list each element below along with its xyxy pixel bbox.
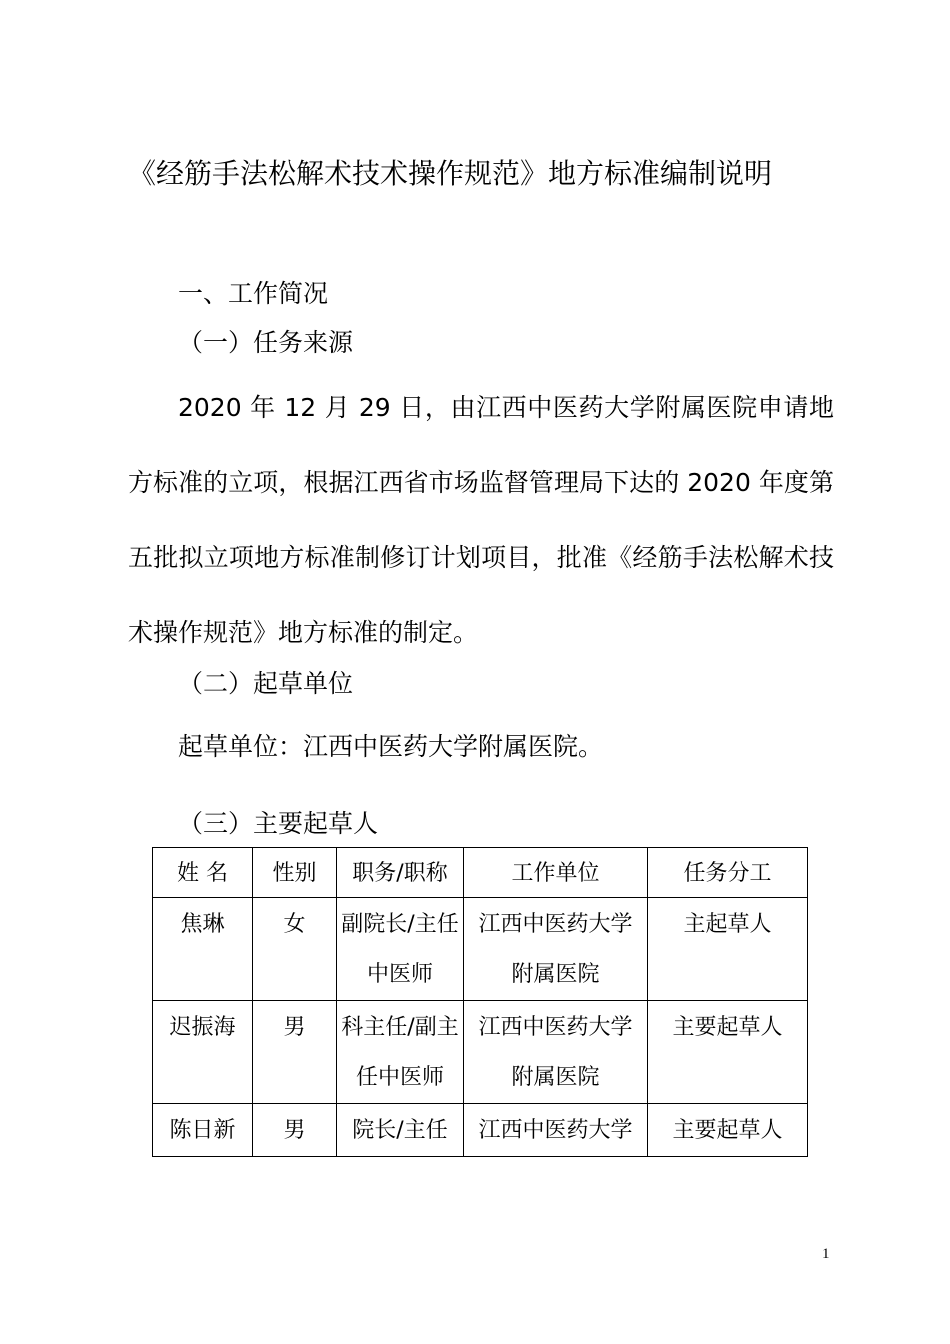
subheading-task-source: （一）任务来源 (178, 328, 354, 357)
table-row (153, 898, 808, 1001)
cell-gender: 男 (253, 1104, 337, 1157)
header-position-title: 职务/职称 (337, 848, 464, 898)
cell-name: 陈日新 (153, 1104, 253, 1157)
cell-position-title: 科主任/副主任中医师 (337, 1001, 464, 1104)
header-work-unit: 工作单位 (464, 848, 648, 898)
table-row (153, 1001, 808, 1104)
page-number: 1 (822, 1246, 830, 1262)
cell-position-title: 副院长/主任中医师 (337, 898, 464, 1001)
drafting-unit-text: 起草单位：江西中医药大学附属医院。 (178, 732, 604, 761)
task-source-paragraph: 2020 年 12 月 29 日，由江西中医药大学附属医院申请地方标准的立项，根据江西省市场监督管理局下达的 2020 年度第五批拟立项地方标准制修订计划项目，批准《经筋手法松解术技术操作规范》地方标准的制定。 (128, 393, 834, 647)
cell-work-unit: 江西中医药大学附属医院 (464, 898, 648, 1001)
cell-task-division: 主起草人 (648, 898, 808, 1001)
table-row (153, 1104, 808, 1157)
cell-task-division: 主要起草人 (648, 1104, 808, 1157)
cell-name: 迟振海 (153, 1001, 253, 1104)
cell-work-unit: 江西中医药大学附属医院 (464, 1001, 648, 1104)
document-title: 《经筋手法松解术技术操作规范》地方标准编制说明 (128, 157, 773, 190)
header-task-division: 任务分工 (648, 848, 808, 898)
header-gender: 性别 (253, 848, 337, 898)
cell-work-unit: 江西中医药大学 (464, 1104, 648, 1157)
cell-task-division: 主要起草人 (648, 1001, 808, 1104)
cell-name: 焦琳 (153, 898, 253, 1001)
drafters-table (152, 847, 808, 1157)
subheading-main-drafters: （三）主要起草人 (178, 809, 379, 838)
cell-gender: 女 (253, 898, 337, 1001)
section-heading-work-overview: 一、工作简况 (178, 279, 329, 308)
cell-gender: 男 (253, 1001, 337, 1104)
header-name: 姓 名 (153, 848, 253, 898)
table-header-row (153, 848, 808, 898)
subheading-drafting-unit: （二）起草单位 (178, 669, 354, 698)
cell-position-title: 院长/主任 (337, 1104, 464, 1157)
